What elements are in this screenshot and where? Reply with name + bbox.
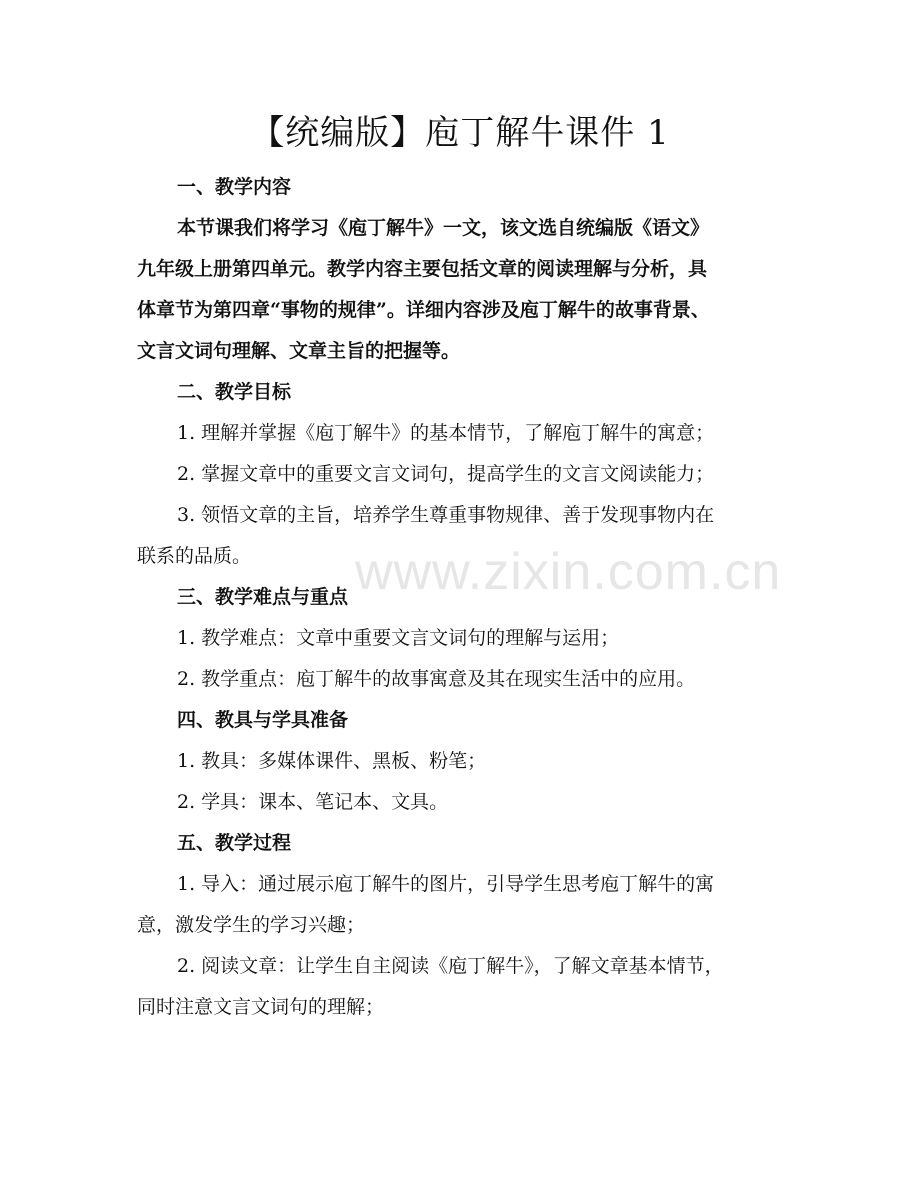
paragraph-line: 本节课我们将学习《庖丁解牛》一文，该文选自统编版《语文》 (177, 217, 710, 239)
list-item-continuation: 同时注意文言文词句的理解； (137, 996, 385, 1018)
section-heading-materials: 四、教具与学具准备 (177, 709, 349, 731)
list-item-continuation: 意，激发学生的学习兴趣； (137, 914, 366, 936)
watermark: www.zixin.com.cn (355, 543, 782, 601)
list-item: 2. 教学重点：庖丁解牛的故事寓意及其在现实生活中的应用。 (177, 668, 696, 690)
list-item: 2. 阅读文章：让学生自主阅读《庖丁解牛》，了解文章基本情节， (177, 955, 724, 977)
list-item: 2. 掌握文章中的重要文言文词句，提高学生的文言文阅读能力； (177, 463, 715, 485)
paragraph-line: 九年级上册第四单元。教学内容主要包括文章的阅读理解与分析，具 (137, 258, 708, 280)
section-heading-content: 一、教学内容 (177, 176, 292, 198)
list-item: 1. 教具：多媒体课件、黑板、粉笔； (177, 750, 487, 772)
list-item-continuation: 联系的品质。 (137, 545, 252, 567)
paragraph-line: 文言文词句理解、文章主旨的把握等。 (137, 340, 461, 362)
list-item: 1. 导入：通过展示庖丁解牛的图片，引导学生思考庖丁解牛的寓 (177, 873, 715, 895)
list-item: 1. 理解并掌握《庖丁解牛》的基本情节，了解庖丁解牛的寓意； (177, 422, 715, 444)
section-heading-objectives: 二、教学目标 (177, 381, 292, 403)
section-heading-key-points: 三、教学难点与重点 (177, 586, 349, 608)
list-item: 1. 教学难点：文章中重要文言文词句的理解与运用； (177, 627, 620, 649)
paragraph-line: 体章节为第四章“事物的规律”。详细内容涉及庖丁解牛的故事背景、 (137, 299, 710, 321)
list-item: 3. 领悟文章的主旨，培养学生尊重事物规律、善于发现事物内在 (177, 504, 715, 526)
document-title: 【统编版】庖丁解牛课件 1 (250, 113, 670, 153)
list-item: 2. 学具：课本、笔记本、文具。 (177, 791, 449, 813)
section-heading-process: 五、教学过程 (177, 832, 292, 854)
